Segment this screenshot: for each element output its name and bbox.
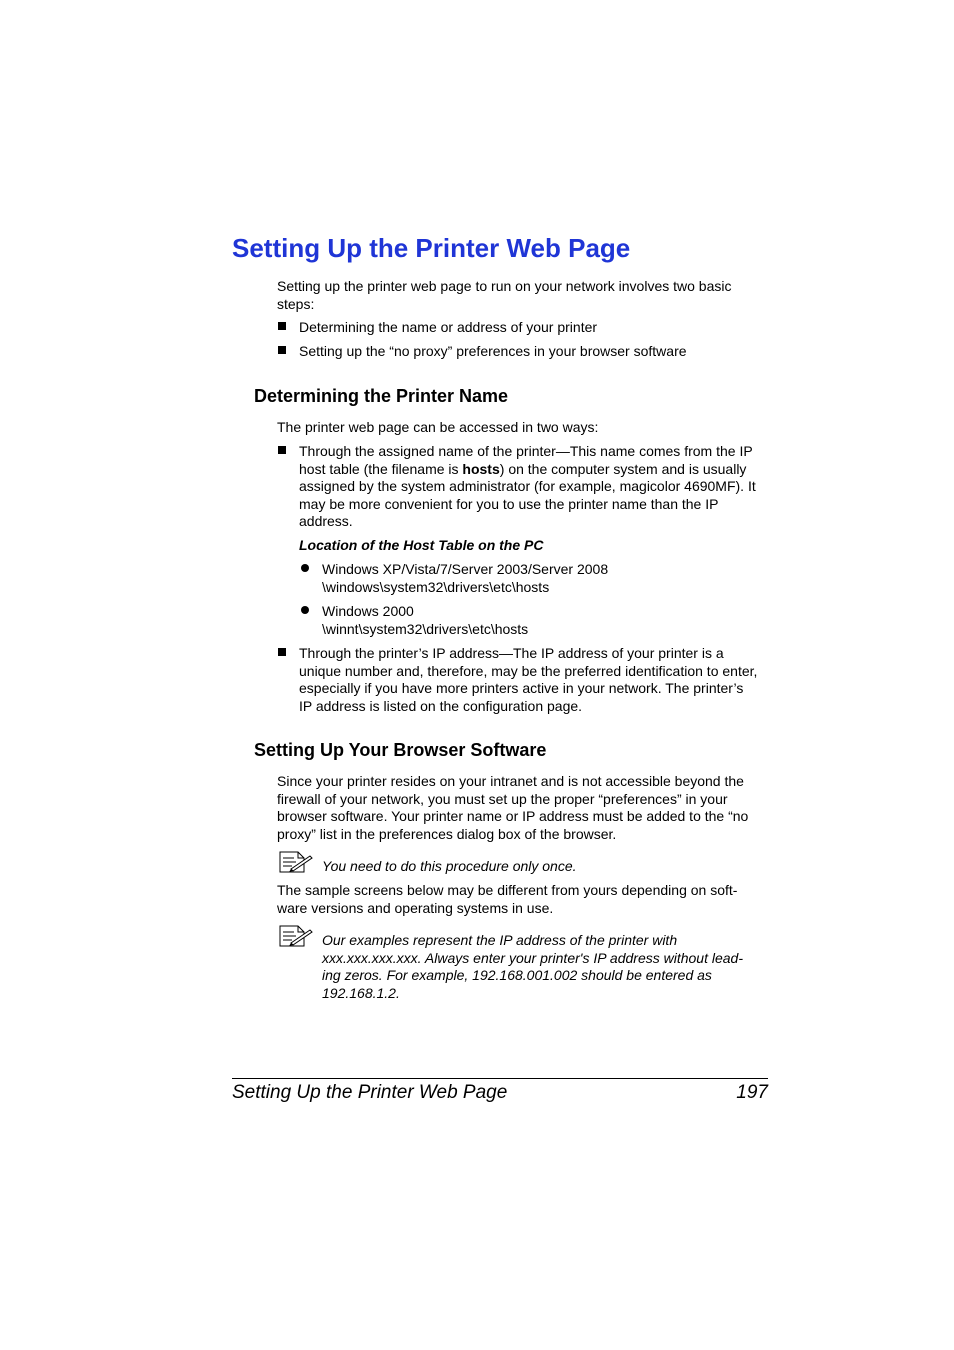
access-method-name [299,443,756,531]
text-line: The sample screens below may be different from yours depending on soft- [277,882,738,898]
browser-paragraph [277,882,737,917]
intro-bullet: Determining the name or address of your printer [299,319,598,335]
text-line: browser software. Your printer name or IP address must be added to the “no [277,808,749,825]
os-name: Windows XP/Vista/7/Server 2003/Server 2008 [322,561,609,577]
section-heading: Determining the Printer Name [254,386,509,406]
text-run: host table (the filename is [299,460,463,477]
square-bullet-icon [278,648,286,656]
text-line [299,461,756,479]
note-pencil-icon [279,851,313,873]
host-table-heading: Location of the Host Table on the PC [299,537,544,553]
text-line: assigned by the system administrator (for example, magicolor 4690MF). It [299,478,756,495]
text-line: Through the assigned name of the printer—This name comes from the IP [299,443,753,459]
text-line: ing zeros. For example, 192.168.001.002 should be entered as [322,967,712,984]
intro-line: Setting up the printer web page to run on your network involves two basic [277,278,732,294]
hosts-path: \winnt\system32\drivers\etc\hosts [322,620,529,637]
note-pencil-icon [279,925,313,947]
square-bullet-icon [278,322,286,330]
text-line: unique number and, therefore, may be the preferred identification to enter, [299,662,758,679]
intro-line: steps: [277,295,315,312]
text-line: firewall of your network, you must set up the proper “preferences” in your [277,790,728,807]
os-name: Windows 2000 [322,603,414,619]
footer-title: Setting Up the Printer Web Page [232,1082,508,1103]
footer-rule [232,1078,768,1079]
round-bullet-icon [301,606,309,614]
page-number: 197 [736,1082,768,1103]
text-line: may be more convenient for you to use the printer name than the IP [299,495,719,512]
text-line: IP address is listed on the configuration page. [299,697,583,714]
note-text: You need to do this procedure only once. [322,858,577,874]
page-title: Setting Up the Printer Web Page [232,233,631,263]
host-table-entry [322,561,608,596]
text-line: xxx.xxx.xxx.xxx. Always enter your printer's IP address without lead- [322,949,744,966]
square-bullet-icon [278,346,286,354]
hosts-path: \windows\system32\drivers\etc\hosts [322,578,550,595]
section-lead: The printer web page can be accessed in two ways: [277,419,599,435]
filename-bold: hosts [462,460,500,477]
square-bullet-icon [278,446,286,454]
text-line: proxy” list in the preferences dialog box of the browser. [277,825,617,842]
text-line: ware versions and operating systems in use. [277,899,554,916]
text-line: Our examples represent the IP address of the printer with [322,932,678,948]
text-run: ) on the computer system and is usually [499,460,747,477]
intro-bullet: Setting up the “no proxy” preferences in your browser software [299,343,687,359]
text-line: Since your printer resides on your intranet and is not accessible beyond the [277,773,744,789]
host-table-entry [322,603,528,638]
text-line: address. [299,513,353,530]
intro-paragraph [277,278,731,313]
text-line: Through the printer’s IP address—The IP address of your printer is a [299,645,724,661]
browser-paragraph [277,773,748,843]
section-heading: Setting Up Your Browser Software [254,740,547,760]
round-bullet-icon [301,564,309,572]
access-method-ip [299,645,757,715]
note-text [322,932,743,1002]
text-line: 192.168.1.2. [322,984,400,1001]
text-line: especially if you have more printers active in your network. The printer’s [299,680,744,697]
